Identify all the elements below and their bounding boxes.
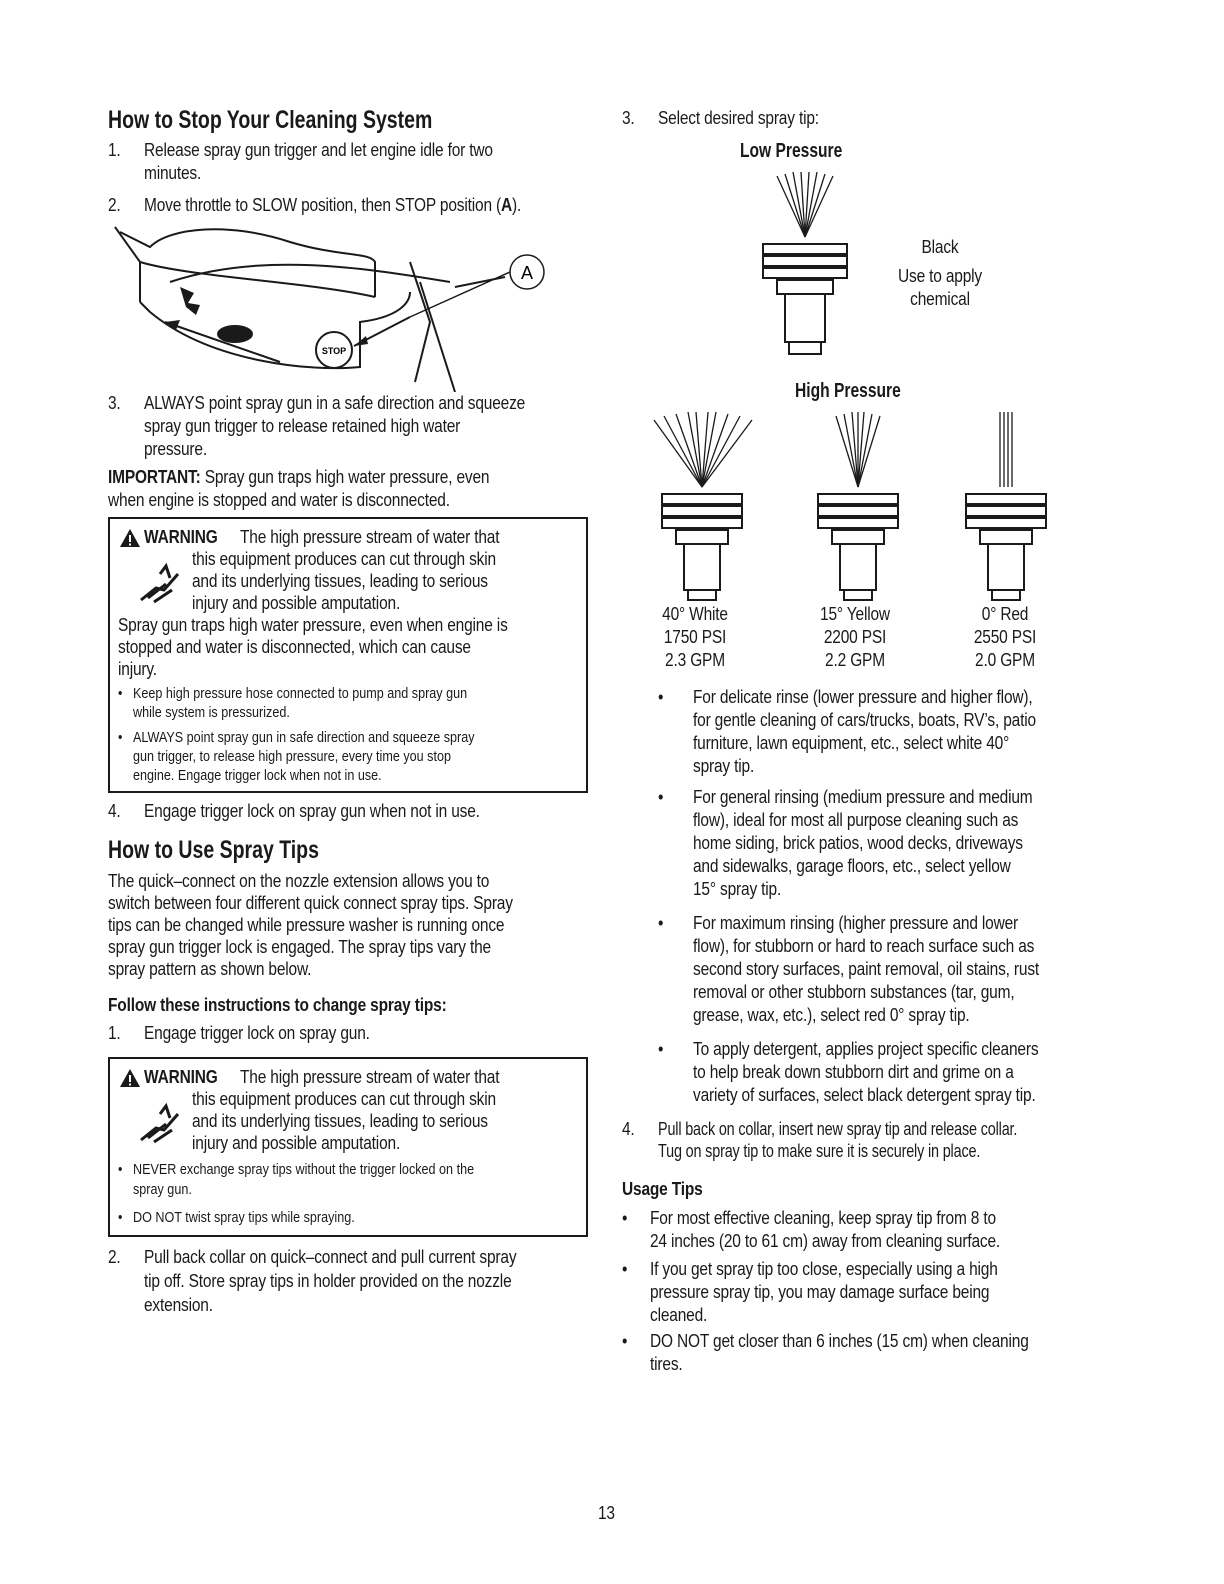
right-bullet-2-line-5: 15° spray tip.	[693, 879, 782, 899]
warning-1-title: WARNING	[144, 527, 218, 547]
usage-bullet-3-dot: •	[622, 1331, 628, 1351]
right-step-3-text: Select desired spray tip:	[658, 108, 819, 128]
high-pressure-heading: High Pressure	[795, 380, 901, 402]
usage-bullet-2-line-2: pressure spray tip, you may damage surface being	[650, 1282, 990, 1302]
warning-2-bullet-1-dot: •	[118, 1161, 123, 1178]
usage-bullet-2-line-3: cleaned.	[650, 1305, 708, 1325]
right-bullet-4-line-3: variety of surfaces, select black detergent spray tip.	[693, 1085, 1036, 1105]
follow-step-1-number: 1.	[108, 1023, 121, 1043]
stop-step-3-number: 3.	[108, 393, 121, 413]
turtle-icon	[217, 325, 253, 343]
usage-bullet-3-line-2: tires.	[650, 1354, 683, 1374]
warning-1-bullet-2-dot: •	[118, 729, 123, 746]
warning-2-head-line-3: and its underlying tissues, leading to serious	[192, 1111, 488, 1131]
usage-bullet-2-dot: •	[622, 1259, 628, 1279]
low-tip-desc-line-1: Use to apply	[898, 266, 982, 286]
stop-step-3-line-2: spray gun trigger to release retained high water	[144, 416, 461, 436]
warning-1-bullet-2-line-2: gun trigger, to release high pressure, every time you stop	[133, 748, 451, 765]
follow-step-2-line-2: tip off. Store spray tips in holder provided on the nozzle	[144, 1271, 512, 1291]
hand-injury-icon	[136, 1100, 186, 1146]
follow-step-2-number: 2.	[108, 1247, 121, 1267]
warning-1-bullet-1-line-1: Keep high pressure hose connected to pump and spray gun	[133, 685, 468, 702]
usage-bullet-2-line-1: If you get spray tip too close, especially using a high	[650, 1259, 998, 1279]
warning-2-bullet-1-line-2: spray gun.	[133, 1181, 192, 1198]
warning-1-head-line-1: The high pressure stream of water that	[240, 527, 500, 547]
warning-triangle-icon	[119, 528, 141, 548]
right-bullet-2-line-4: and sidewalks, garage floors, etc., select yellow	[693, 856, 1011, 876]
high-tip-3-gpm: 2.0 GPM	[975, 650, 1035, 670]
rabbit-icon	[180, 287, 200, 315]
follow-step-2-line-3: extension.	[144, 1295, 213, 1315]
stop-heading: How to Stop Your Cleaning System	[108, 106, 433, 134]
warning-2-head-line-1: The high pressure stream of water that	[240, 1067, 500, 1087]
usage-tips-heading: Usage Tips	[622, 1179, 703, 1199]
page-number: 13	[598, 1503, 615, 1523]
right-bullet-1-line-3: furniture, lawn equipment, etc., select white 40°	[693, 733, 1010, 753]
warning-2-bullet-1-line-1: NEVER exchange spray tips without the trigger locked on the	[133, 1161, 475, 1178]
follow-step-1-text: Engage trigger lock on spray gun.	[144, 1023, 370, 1043]
stop-step-4-number: 4.	[108, 801, 121, 821]
right-bullet-2-line-3: home siding, brick patios, wood decks, driveways	[693, 833, 1023, 853]
right-bullet-4-line-2: to help break down stubborn dirt and grime on a	[693, 1062, 1014, 1082]
callout-a-label: A	[520, 263, 534, 283]
right-bullet-3-line-4: removal or other stubborn substances (tar, gum,	[693, 982, 1015, 1002]
tips-para-line-4: spray gun trigger lock is engaged. The spray tips vary the	[108, 937, 491, 957]
high-tip-1-gpm: 2.3 GPM	[665, 650, 725, 670]
warning-1-bullet-2-line-1: ALWAYS point spray gun in safe direction and squeeze spray	[133, 729, 475, 746]
high-tip-1-psi: 1750 PSI	[663, 627, 727, 647]
warning-1-body-line-2: stopped and water is disconnected, which can cause	[118, 637, 471, 657]
stop-step-4-text: Engage trigger lock on spray gun when not in use.	[144, 801, 480, 821]
stop-step-2-number: 2.	[108, 195, 121, 215]
stop-step-2-text: Move throttle to SLOW position, then STOP position (A).	[144, 195, 522, 215]
warning-1-head-line-2: this equipment produces can cut through skin	[192, 549, 496, 569]
right-bullet-2-line-2: flow), ideal for most all purpose cleaning such as	[693, 810, 1019, 830]
tips-para-line-5: spray pattern as shown below.	[108, 959, 312, 979]
usage-bullet-3-line-1: DO NOT get closer than 6 inches (15 cm) when cleaning	[650, 1331, 1029, 1351]
follow-step-2-line-1: Pull back collar on quick–connect and pull current spray	[144, 1247, 517, 1267]
low-pressure-nozzle-icon	[755, 172, 855, 357]
warning-1-bullet-1-line-2: while system is pressurized.	[133, 704, 290, 721]
follow-heading: Follow these instructions to change spray tips:	[108, 995, 447, 1015]
stop-step-3-line-1: ALWAYS point spray gun in a safe direction and squeeze	[144, 393, 526, 413]
warning-triangle-icon	[119, 1068, 141, 1088]
tips-para-line-1: The quick–connect on the nozzle extension allows you to	[108, 871, 490, 891]
warning-1-bullet-1-dot: •	[118, 685, 123, 702]
right-bullet-3-line-1: For maximum rinsing (higher pressure and lower	[693, 913, 1019, 933]
high-tip-2-gpm: 2.2 GPM	[825, 650, 885, 670]
usage-bullet-1-line-1: For most effective cleaning, keep spray tip from 8 to	[650, 1208, 996, 1228]
right-bullet-1-dot: •	[658, 687, 664, 707]
important-line-2: when engine is stopped and water is disconnected.	[108, 490, 450, 510]
right-bullet-3-dot: •	[658, 913, 664, 933]
right-step-4-line-2: Tug on spray tip to make sure it is securely in place.	[658, 1141, 981, 1161]
right-step-4-line-1: Pull back on collar, insert new spray tip and release collar.	[658, 1119, 1018, 1139]
warning-1-head-line-3: and its underlying tissues, leading to serious	[192, 571, 488, 591]
stop-sign-label: STOP	[321, 346, 347, 356]
right-bullet-3-line-2: flow), for stubborn or hard to reach surface such as	[693, 936, 1035, 956]
right-step-3-number: 3.	[622, 108, 635, 128]
usage-bullet-1-line-2: 24 inches (20 to 61 cm) away from cleaning surface.	[650, 1231, 1001, 1251]
tips-para-line-2: switch between four different quick connect spray tips. Spray	[108, 893, 513, 913]
important-line-1: IMPORTANT: Spray gun traps high water pressure, even	[108, 467, 490, 487]
right-bullet-4-line-1: To apply detergent, applies project specific cleaners	[693, 1039, 1039, 1059]
warning-1-body-line-1: Spray gun traps high water pressure, even when engine is	[118, 615, 508, 635]
warning-2-title: WARNING	[144, 1067, 218, 1087]
usage-bullet-1-dot: •	[622, 1208, 628, 1228]
tips-para-line-3: tips can be changed while pressure washer is running once	[108, 915, 505, 935]
high-tip-2-psi: 2200 PSI	[823, 627, 887, 647]
stop-step-1-number: 1.	[108, 140, 121, 160]
stop-step-1-line-1: Release spray gun trigger and let engine idle for two	[144, 140, 493, 160]
high-tip-3-angle: 0° Red	[981, 604, 1029, 624]
right-bullet-1-line-1: For delicate rinse (lower pressure and higher flow),	[693, 687, 1033, 707]
low-tip-color: Black	[921, 237, 959, 257]
warning-2-head-line-4: injury and possible amputation.	[192, 1133, 401, 1153]
warning-2-bullet-2-line-1: DO NOT twist spray tips while spraying.	[133, 1209, 355, 1226]
right-bullet-3-line-3: second story surfaces, paint removal, oil stains, rust	[693, 959, 1040, 979]
stop-step-3-line-3: pressure.	[144, 439, 207, 459]
warning-1-bullet-2-line-3: engine. Engage trigger lock when not in use.	[133, 767, 382, 784]
high-pressure-nozzles-figure	[640, 412, 1080, 602]
right-bullet-4-dot: •	[658, 1039, 664, 1059]
hand-injury-icon	[136, 560, 186, 606]
stop-step-1-line-2: minutes.	[144, 163, 202, 183]
high-tip-1-angle: 40° White	[662, 604, 728, 624]
right-step-4-number: 4.	[622, 1119, 635, 1139]
throttle-control-figure	[110, 222, 560, 392]
low-pressure-heading: Low Pressure	[740, 140, 843, 162]
right-bullet-1-line-4: spray tip.	[693, 756, 755, 776]
warning-1-body-line-3: injury.	[118, 659, 157, 679]
right-bullet-1-line-2: for gentle cleaning of cars/trucks, boats, RV’s, patio	[693, 710, 1036, 730]
warning-2-bullet-2-dot: •	[118, 1209, 123, 1226]
right-bullet-2-line-1: For general rinsing (medium pressure and medium	[693, 787, 1033, 807]
right-bullet-2-dot: •	[658, 787, 664, 807]
tips-heading: How to Use Spray Tips	[108, 836, 319, 864]
warning-2-head-line-2: this equipment produces can cut through skin	[192, 1089, 496, 1109]
warning-1-head-line-4: injury and possible amputation.	[192, 593, 401, 613]
high-tip-2-angle: 15° Yellow	[820, 604, 890, 624]
right-bullet-3-line-5: grease, wax, etc.), select red 0° spray tip.	[693, 1005, 970, 1025]
high-tip-3-psi: 2550 PSI	[973, 627, 1037, 647]
low-tip-desc-line-2: chemical	[910, 289, 970, 309]
